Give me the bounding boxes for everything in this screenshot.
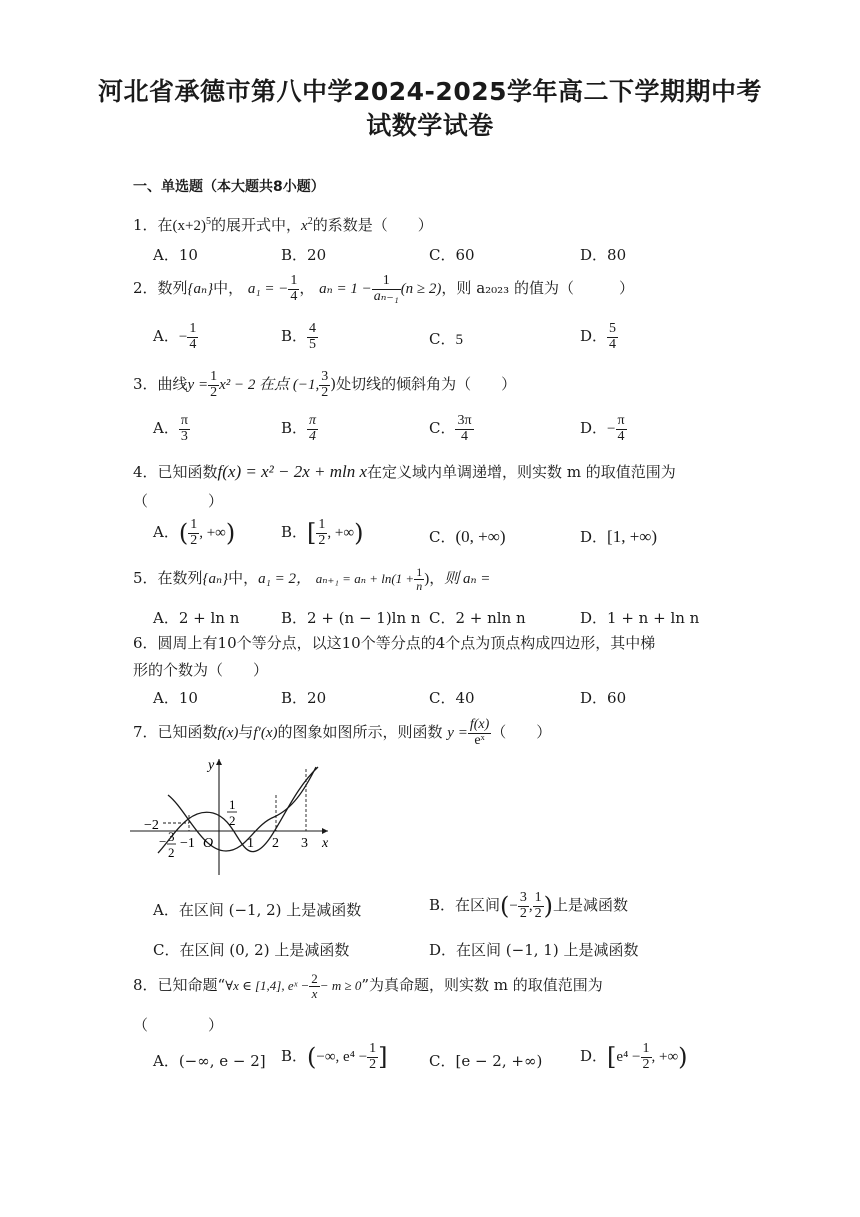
tick-label-1: 1 (247, 836, 254, 851)
q6-option-a[interactable]: A．10 (153, 689, 198, 707)
q2-option-b[interactable]: B． $\frac{4}{5}$ (281, 321, 317, 352)
tick-label-minus-2: −2 (144, 818, 159, 833)
q5-option-a[interactable]: A．2 + ln n (153, 609, 240, 627)
q3-option-b[interactable]: B． $\frac{\pi}{4}$ (281, 413, 317, 444)
q4-option-d[interactable]: D．[1, +∞) (580, 527, 658, 546)
q1-option-c[interactable]: C．60 (429, 246, 475, 264)
tick-label-minus-1: −1 (180, 836, 195, 851)
q7-option-a[interactable]: A．在区间 (−1, 2) 上是减函数 (153, 901, 362, 919)
question-8: 8．已知命题“∀x ∈ [1,4], eˣ − $\frac{2}{x}$ − m ≥ 0”为真命题，则实数 m 的取值范围为 (133, 971, 603, 1001)
q2-option-a[interactable]: A．− $\frac{1}{4}$ (153, 321, 197, 352)
question-5: 5．在数列{aₙ}中，a₁ = 2， aₙ₊₁ = aₙ + ln(1 + $\frac{1}{n}$ )，则 aₙ = (133, 565, 491, 593)
q2-option-d[interactable]: D． $\frac{5}{4}$ (580, 321, 617, 352)
q8-option-a[interactable]: A．(−∞, e − 2] (153, 1052, 266, 1070)
q6-option-d[interactable]: D．60 (580, 689, 627, 707)
graph-origin-label: O (203, 836, 214, 851)
q1-option-a[interactable]: A．10 (153, 246, 198, 264)
tick-label-pos-frac-den: 2 (229, 813, 236, 828)
graph-x-label: x (322, 836, 329, 851)
tick-label-pos-frac-num: 1 (229, 797, 236, 812)
q6-option-b[interactable]: B．20 (281, 689, 327, 707)
q5-option-c[interactable]: C．2 + nln n (429, 609, 526, 627)
q7-function-graph (128, 755, 338, 880)
question-4-line2: （ ） (133, 492, 224, 510)
question-1: 1．在$(x+2)^5$的展开式中，$x^2$的系数是（ ） (133, 216, 433, 234)
question-8-line2: （ ） (133, 1016, 224, 1034)
q3-option-d[interactable]: D．− $\frac{\pi}{4}$ (580, 413, 625, 444)
section-heading: 一、单选题（本大题共8小题） (133, 179, 325, 195)
q4-option-b[interactable]: B．[ $\frac{1}{2}$ , +∞) (281, 517, 364, 548)
y-axis-arrow (216, 759, 222, 765)
question-6-line1: 6．圆周上有10个等分点，以这10个等分点的4个点为顶点构成四边形，其中梯 (133, 634, 656, 652)
tick-label-neg-frac-sign: − (159, 834, 167, 849)
q8-option-d[interactable]: D．[e⁴ − $\frac{1}{2}$ , +∞) (580, 1041, 688, 1072)
page-title-line-1: 河北省承德市第八中学2024-2025学年高二下学期期中考 (97, 77, 763, 106)
question-4: 4．已知函数f(x) = x² − 2x + mln x在定义域内单调递增，则实数 m 的取值范围为 (133, 462, 676, 481)
tick-label-2: 2 (272, 836, 279, 851)
q7-option-c[interactable]: C．在区间 (0, 2) 上是减函数 (153, 941, 350, 959)
q1-option-b[interactable]: B．20 (281, 246, 327, 264)
q2-option-c[interactable]: C．5 (429, 330, 463, 348)
q8-option-b[interactable]: B．(−∞, e⁴ − $\frac{1}{2}$ ] (281, 1041, 388, 1072)
question-3: 3．曲线y = $\frac{1}{2}$ x² − 2 在点 (−1, $\frac{3}{2}$ )处切线的倾斜角为（ ） (133, 369, 517, 400)
q4-option-a[interactable]: A．( $\frac{1}{2}$ , +∞) (153, 517, 236, 548)
q7-option-b[interactable]: B．在区间(− $\frac{3}{2}$ , $\frac{1}{2}$ )上是减函数 (429, 890, 629, 921)
tick-label-neg-frac-num: 3 (168, 829, 175, 844)
graph-y-label: y (208, 758, 215, 773)
question-2: 2．数列{aₙ}中， a₁ = − $\frac{1}{4}$ ， aₙ = 1 − $\frac{1}{\text{aₙ₋₁}}$ (n ≥ 2)，则 a₂₀₂₃ 的值为（ ） (133, 273, 634, 304)
q1-option-d[interactable]: D．80 (580, 246, 627, 264)
q7-option-d[interactable]: D．在区间 (−1, 1) 上是减函数 (429, 941, 639, 959)
question-7: 7．已知函数f(x)与f′(x)的图象如图所示，则函数 y = $\frac{f(x)}{\text{eˣ}}$ （ ） (133, 717, 552, 748)
q5-option-d[interactable]: D．1 + n + ln n (580, 609, 700, 627)
q4-option-c[interactable]: C．(0, +∞) (429, 527, 506, 546)
q3-option-a[interactable]: A． $\frac{\pi}{3}$ (153, 413, 188, 444)
x-axis-arrow (322, 828, 328, 834)
q3-option-c[interactable]: C． $\frac{3\pi}{4}$ (429, 413, 472, 444)
q5-option-b[interactable]: B．2 + (n − 1)ln n (281, 609, 421, 627)
question-6-line2: 形的个数为（ ） (133, 661, 269, 679)
q8-option-c[interactable]: C．[e − 2, +∞) (429, 1052, 543, 1070)
tick-label-neg-frac-den: 2 (168, 845, 175, 860)
page-title-line-2: 试数学试卷 (366, 111, 494, 140)
q6-option-c[interactable]: C．40 (429, 689, 475, 707)
tick-label-3: 3 (301, 836, 308, 851)
